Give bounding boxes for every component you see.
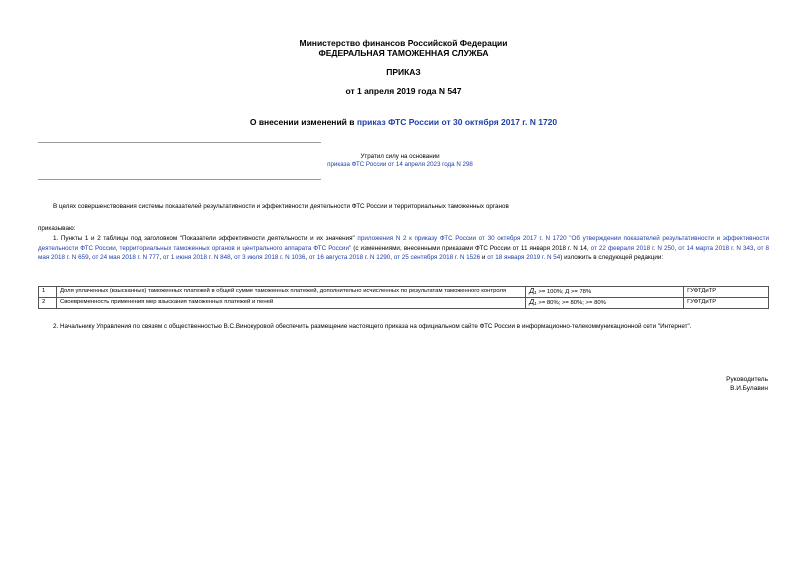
p1-link-appendix[interactable]: приложения N 2 к приказу ФТС России от 30 октября 2017 г. N 1720 "Об утверждении показателей результативности и эффективности деятельности ФТС России, территориальных таможенных органов и центрального аппарата ФТС России": [38, 235, 769, 252]
order-word: приказываю:: [38, 225, 76, 232]
row-description: Своевременность применения мер взыскания таможенных платежей и пеней: [56, 298, 525, 309]
doc-date-number: от 1 апреля 2019 года N 547: [345, 86, 462, 96]
p1-link-amendment[interactable]: от 24 мая 2018 г. N 777: [92, 254, 160, 261]
table-row: [39, 298, 769, 309]
ministry-name: Министерство финансов Российской Федерации: [299, 38, 508, 48]
p1-link-amendment[interactable]: от 25 сентября 2018 г. N 1526: [393, 254, 481, 261]
paragraph-2: 2. Начальнику Управления по связям с общественностью В.С.Винокуровой обеспечить размещение настоящего приказа на официальном сайте ФТС России в информационно-телекоммуникационной сети "Интернет".: [53, 323, 692, 330]
divider-top: [38, 142, 321, 143]
doc-type: ПРИКАЗ: [386, 67, 421, 77]
doc-title: [0, 117, 807, 127]
p1-link-amendment[interactable]: от 18 января 2019 г. N 54: [487, 254, 561, 261]
row-value: Д₁ >= 100%; Д >= 78%: [526, 287, 684, 298]
expired-note-link[interactable]: приказа ФТС России от 14 апреля 2023 года N 298: [327, 161, 473, 168]
row-department: ГУФТДиТР: [684, 298, 769, 309]
indicators-table: [38, 286, 769, 309]
row-value: Д₁ >= 80%; >= 80%; >= 80%: [526, 298, 684, 309]
p1-mid: (с изменениями, внесенными приказами ФТС России от 11 января 2018 г. N 14,: [351, 244, 591, 252]
p1-link-amendment[interactable]: от 8 мая 2018 г. N 659: [38, 244, 770, 261]
formula-symbol-icon: Д₁: [529, 288, 539, 295]
signature-name: В.И.Булавин: [730, 385, 768, 392]
p1-link-amendment[interactable]: от 14 марта 2018 г. N 343: [678, 244, 754, 252]
signature-block: [600, 375, 768, 393]
p1-link-amendment[interactable]: от 22 февраля 2018 г. N 250: [590, 244, 675, 252]
formula-symbol-icon: Д₁: [529, 299, 539, 307]
expired-note: [250, 153, 550, 169]
p1-link-amendment[interactable]: от 16 августа 2018 г. N 1290: [308, 254, 391, 261]
paragraph-1: 1. Пункты 1 и 2 таблицы под заголовком "Показатели эффективности деятельности и их значения" приложения N 2 к приказу ФТС России от 30 октября 2017 г. N 1720 "Об утверждении показателей результативности и эффективности деятельности ФТС России, территориальных таможенных органов и центрального аппарата ФТС России" (с изменениями, внесенными приказами ФТС России от 11 января 2018 г. N 14, от 22 февраля 2018 г. N 250, от 14 марта 2018 г. N 343, от 8 мая 2018 г. N 659, от 24 мая 2018 г. N 777, от 1 июня 2018 г. N 848, от 3 июля 2018 г. N 1036, от 16 августа 2018 г. N 1290, от 25 сентября 2018 г. N 1526 и от 18 января 2019 г. N 54) изложить в следующей редакции:: [38, 235, 770, 261]
p1-start: 1. Пункты 1 и 2 таблицы под заголовком "Показатели эффективности деятельности и их значения": [53, 235, 358, 242]
row-department: ГУФТДиТР: [684, 287, 769, 298]
row-number: 1: [39, 287, 57, 298]
divider-bottom: [38, 179, 321, 180]
table-row: [39, 287, 769, 298]
title-prefix: О внесении изменений в: [249, 117, 357, 127]
row-number: 2: [39, 298, 57, 309]
title-link[interactable]: приказ ФТС России от 30 октября 2017 г. N 1720: [356, 117, 558, 127]
row-description: Доля уплаченных (взысканных) таможенных платежей в общей сумме таможенных платежей, дополнительно исчисленных по результатам таможенного контроля: [56, 287, 525, 298]
signature-role: Руководитель: [726, 376, 768, 383]
p1-and: и: [480, 254, 488, 261]
expired-note-line: Утратил силу на основании: [360, 153, 440, 160]
p1-link-amendment[interactable]: от 1 июня 2018 г. N 848: [162, 254, 231, 261]
service-name: ФЕДЕРАЛЬНАЯ ТАМОЖЕННАЯ СЛУЖБА: [318, 48, 489, 58]
p1-link-amendment[interactable]: от 3 июля 2018 г. N 1036: [234, 254, 306, 261]
intro-paragraph: В целях совершенствования системы показателей результативности и эффективности деятельности ФТС России и территориальных таможенных органов: [53, 203, 509, 210]
p1-end: ) изложить в следующей редакции:: [560, 254, 664, 261]
